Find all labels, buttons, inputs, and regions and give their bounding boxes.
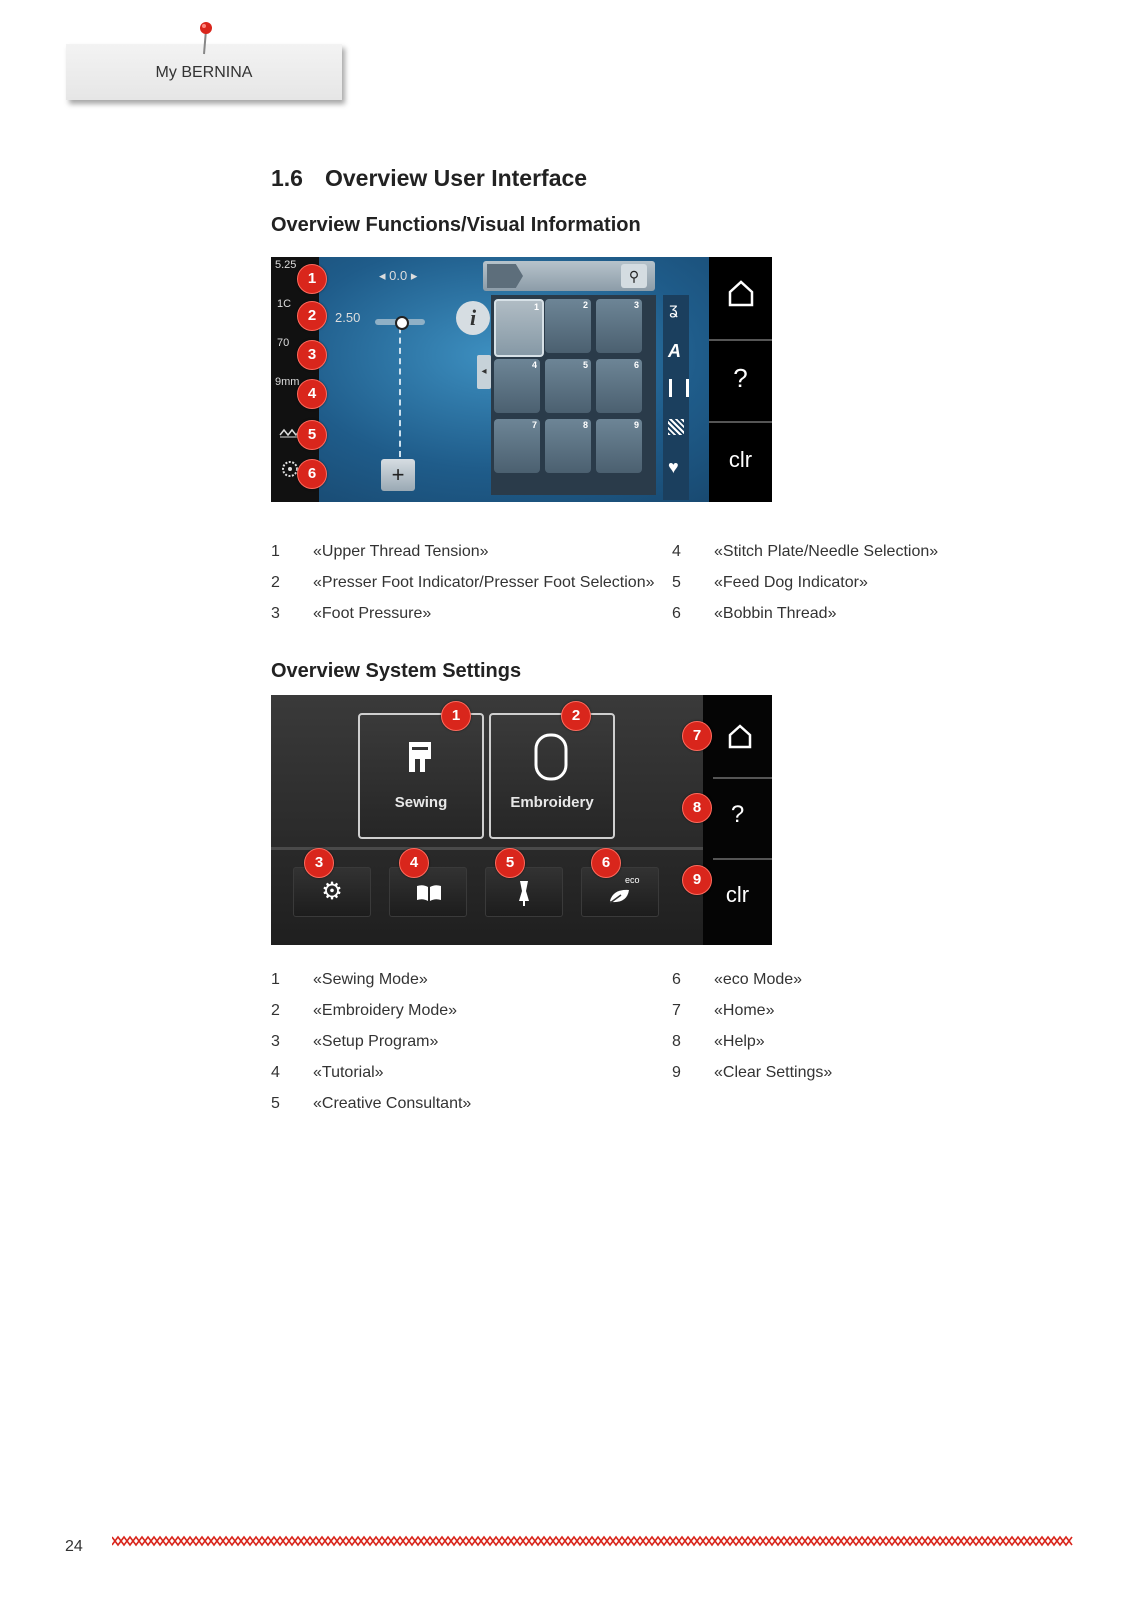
- home-button[interactable]: [703, 695, 772, 777]
- setup-program-button[interactable]: [293, 867, 371, 917]
- legend-text: «Bobbin Thread»: [714, 605, 837, 622]
- divider: [713, 777, 772, 779]
- legend-text: «Foot Pressure»: [313, 605, 432, 622]
- stitch-number: 7: [531, 420, 537, 430]
- callout-badge: 4: [297, 379, 327, 409]
- legend-text: «Help»: [714, 1033, 765, 1050]
- legend-number: 4: [271, 1064, 280, 1081]
- clear-button[interactable]: clr: [725, 882, 750, 907]
- stitch-line: [399, 317, 403, 457]
- home-icon: [727, 723, 753, 749]
- sewing-mode-label: Sewing: [394, 794, 448, 811]
- legend-number: 5: [672, 574, 681, 591]
- callout-badge: 6: [297, 459, 327, 489]
- stitch-topbar: [483, 261, 655, 291]
- callout-badge: 1: [297, 264, 327, 294]
- functions-screenshot: [271, 257, 772, 502]
- legend-number: 6: [672, 971, 681, 988]
- legend-text: «Home»: [714, 1002, 775, 1019]
- eco-label: eco: [625, 875, 640, 885]
- slider-handle[interactable]: [395, 316, 409, 330]
- stitch-7[interactable]: [494, 419, 540, 473]
- embroidery-hoop-icon: [531, 731, 571, 783]
- leaf-icon: [607, 887, 633, 905]
- info-icon[interactable]: i: [456, 301, 490, 335]
- stitch-3[interactable]: [596, 299, 642, 353]
- thread-position-value: ◂ 0.0 ▸: [379, 268, 418, 283]
- section-number: 1.6: [271, 165, 303, 191]
- page-number: 24: [65, 1538, 83, 1555]
- callout-badge: 7: [682, 721, 712, 751]
- divider: [271, 847, 703, 850]
- pushpin-icon: [195, 20, 217, 56]
- presser-foot-icon: [406, 739, 434, 775]
- header-tag-label: My BERNINA: [155, 64, 253, 81]
- callout-badge: 5: [495, 848, 525, 878]
- sewing-mode-button[interactable]: [358, 713, 484, 839]
- category-tab-icon[interactable]: [487, 264, 523, 288]
- system-subtitle: Overview System Settings: [271, 660, 522, 682]
- stitch-6[interactable]: [596, 359, 642, 413]
- stitch-number: 8: [582, 420, 588, 430]
- tension-value: 5.25: [275, 259, 297, 271]
- alphabet-icon[interactable]: A: [668, 341, 681, 361]
- home-icon: [727, 279, 755, 307]
- right-button-bar: [709, 257, 772, 502]
- stitch-5[interactable]: [545, 359, 591, 413]
- stitch-1[interactable]: [494, 299, 544, 357]
- stitch-number: 4: [531, 360, 537, 370]
- plate-value: 9mm: [275, 376, 300, 388]
- callout-badge: 4: [399, 848, 429, 878]
- legend-number: 9: [672, 1064, 681, 1081]
- practical-stitch-icon[interactable]: ʓ: [669, 301, 678, 318]
- quilt-icon[interactable]: [668, 419, 684, 435]
- legend-text: «Feed Dog Indicator»: [714, 574, 868, 591]
- help-label: ?: [733, 363, 748, 393]
- embroidery-mode-button[interactable]: [489, 713, 615, 839]
- callout-badge: 6: [591, 848, 621, 878]
- stitch-category-bar: [663, 295, 689, 500]
- section-title-text: Overview User Interface: [325, 165, 588, 191]
- stitch-number: 3: [633, 300, 639, 310]
- stitch-number: 1: [533, 302, 539, 312]
- presser-value: 2.50: [335, 310, 361, 325]
- legend-text: «Presser Foot Indicator/Presser Foot Selection»: [313, 574, 655, 591]
- legend-text: «Setup Program»: [313, 1033, 439, 1050]
- legend-text: «Embroidery Mode»: [313, 1002, 458, 1019]
- legend-text: «Tutorial»: [313, 1064, 384, 1081]
- callout-badge: 5: [297, 420, 327, 450]
- home-button[interactable]: [709, 257, 772, 337]
- legend-number: 3: [271, 1033, 280, 1050]
- legend-number: 6: [672, 605, 681, 622]
- embroidery-mode-label: Embroidery: [510, 794, 594, 811]
- dress-form-icon: [516, 879, 532, 907]
- stitch-number: 5: [582, 360, 588, 370]
- callout-badge: 9: [682, 865, 712, 895]
- legend-text: «Clear Settings»: [714, 1064, 833, 1081]
- callout-badge: 3: [297, 340, 327, 370]
- divider: [713, 858, 772, 860]
- creative-consultant-button[interactable]: [485, 867, 563, 917]
- foot-value: 1C: [277, 298, 292, 310]
- legend-number: 2: [271, 574, 280, 591]
- add-button[interactable]: +: [381, 459, 415, 491]
- pressure-value: 70: [277, 337, 290, 349]
- zigzag-stitch-border: [112, 1534, 1074, 1548]
- legend-number: 2: [271, 1002, 280, 1019]
- help-button[interactable]: ?: [730, 801, 745, 828]
- callout-badge: 3: [304, 848, 334, 878]
- stitch-selection-grid: [491, 295, 656, 495]
- clear-button[interactable]: [709, 421, 772, 502]
- stitch-9[interactable]: [596, 419, 642, 473]
- legend-number: 7: [672, 1002, 681, 1019]
- legend-text: «Creative Consultant»: [313, 1095, 472, 1112]
- section-title: [271, 165, 587, 192]
- collapse-arrow-icon[interactable]: ◂: [477, 355, 491, 389]
- right-button-bar: [703, 695, 772, 945]
- legend-number: 4: [672, 543, 681, 560]
- stitch-number: 9: [633, 420, 639, 430]
- stitch-number: 6: [633, 360, 639, 370]
- callout-badge: 2: [561, 701, 591, 731]
- clr-label: clr: [728, 447, 753, 472]
- stitch-number: 2: [582, 300, 588, 310]
- system-settings-screenshot: [271, 695, 772, 945]
- legend-number: 5: [271, 1095, 280, 1112]
- search-icon[interactable]: ⚲: [621, 264, 647, 288]
- legend-text: «Upper Thread Tension»: [313, 543, 489, 560]
- legend-text: «Sewing Mode»: [313, 971, 428, 988]
- functions-subtitle: Overview Functions/Visual Information: [271, 214, 641, 236]
- thread-position-number: 0.0: [389, 268, 408, 283]
- stitch-2[interactable]: [545, 299, 591, 353]
- buttonhole-icon[interactable]: [669, 379, 689, 397]
- book-icon: [415, 883, 443, 903]
- callout-badge: 8: [682, 793, 712, 823]
- callout-badge: 2: [297, 301, 327, 331]
- stitch-8[interactable]: [545, 419, 591, 473]
- eco-mode-button[interactable]: [581, 867, 659, 917]
- gear-icon: ⚙: [321, 878, 343, 905]
- tutorial-button[interactable]: [389, 867, 467, 917]
- favorites-heart-icon[interactable]: ♥: [668, 457, 679, 477]
- legend-number: 3: [271, 605, 280, 622]
- callout-badge: 1: [441, 701, 471, 731]
- help-button[interactable]: [709, 339, 772, 421]
- legend-number: 1: [271, 971, 280, 988]
- legend-number: 8: [672, 1033, 681, 1050]
- legend-text: «eco Mode»: [714, 971, 803, 988]
- stitch-4[interactable]: [494, 359, 540, 413]
- legend-number: 1: [271, 543, 280, 560]
- legend-text: «Stitch Plate/Needle Selection»: [714, 543, 939, 560]
